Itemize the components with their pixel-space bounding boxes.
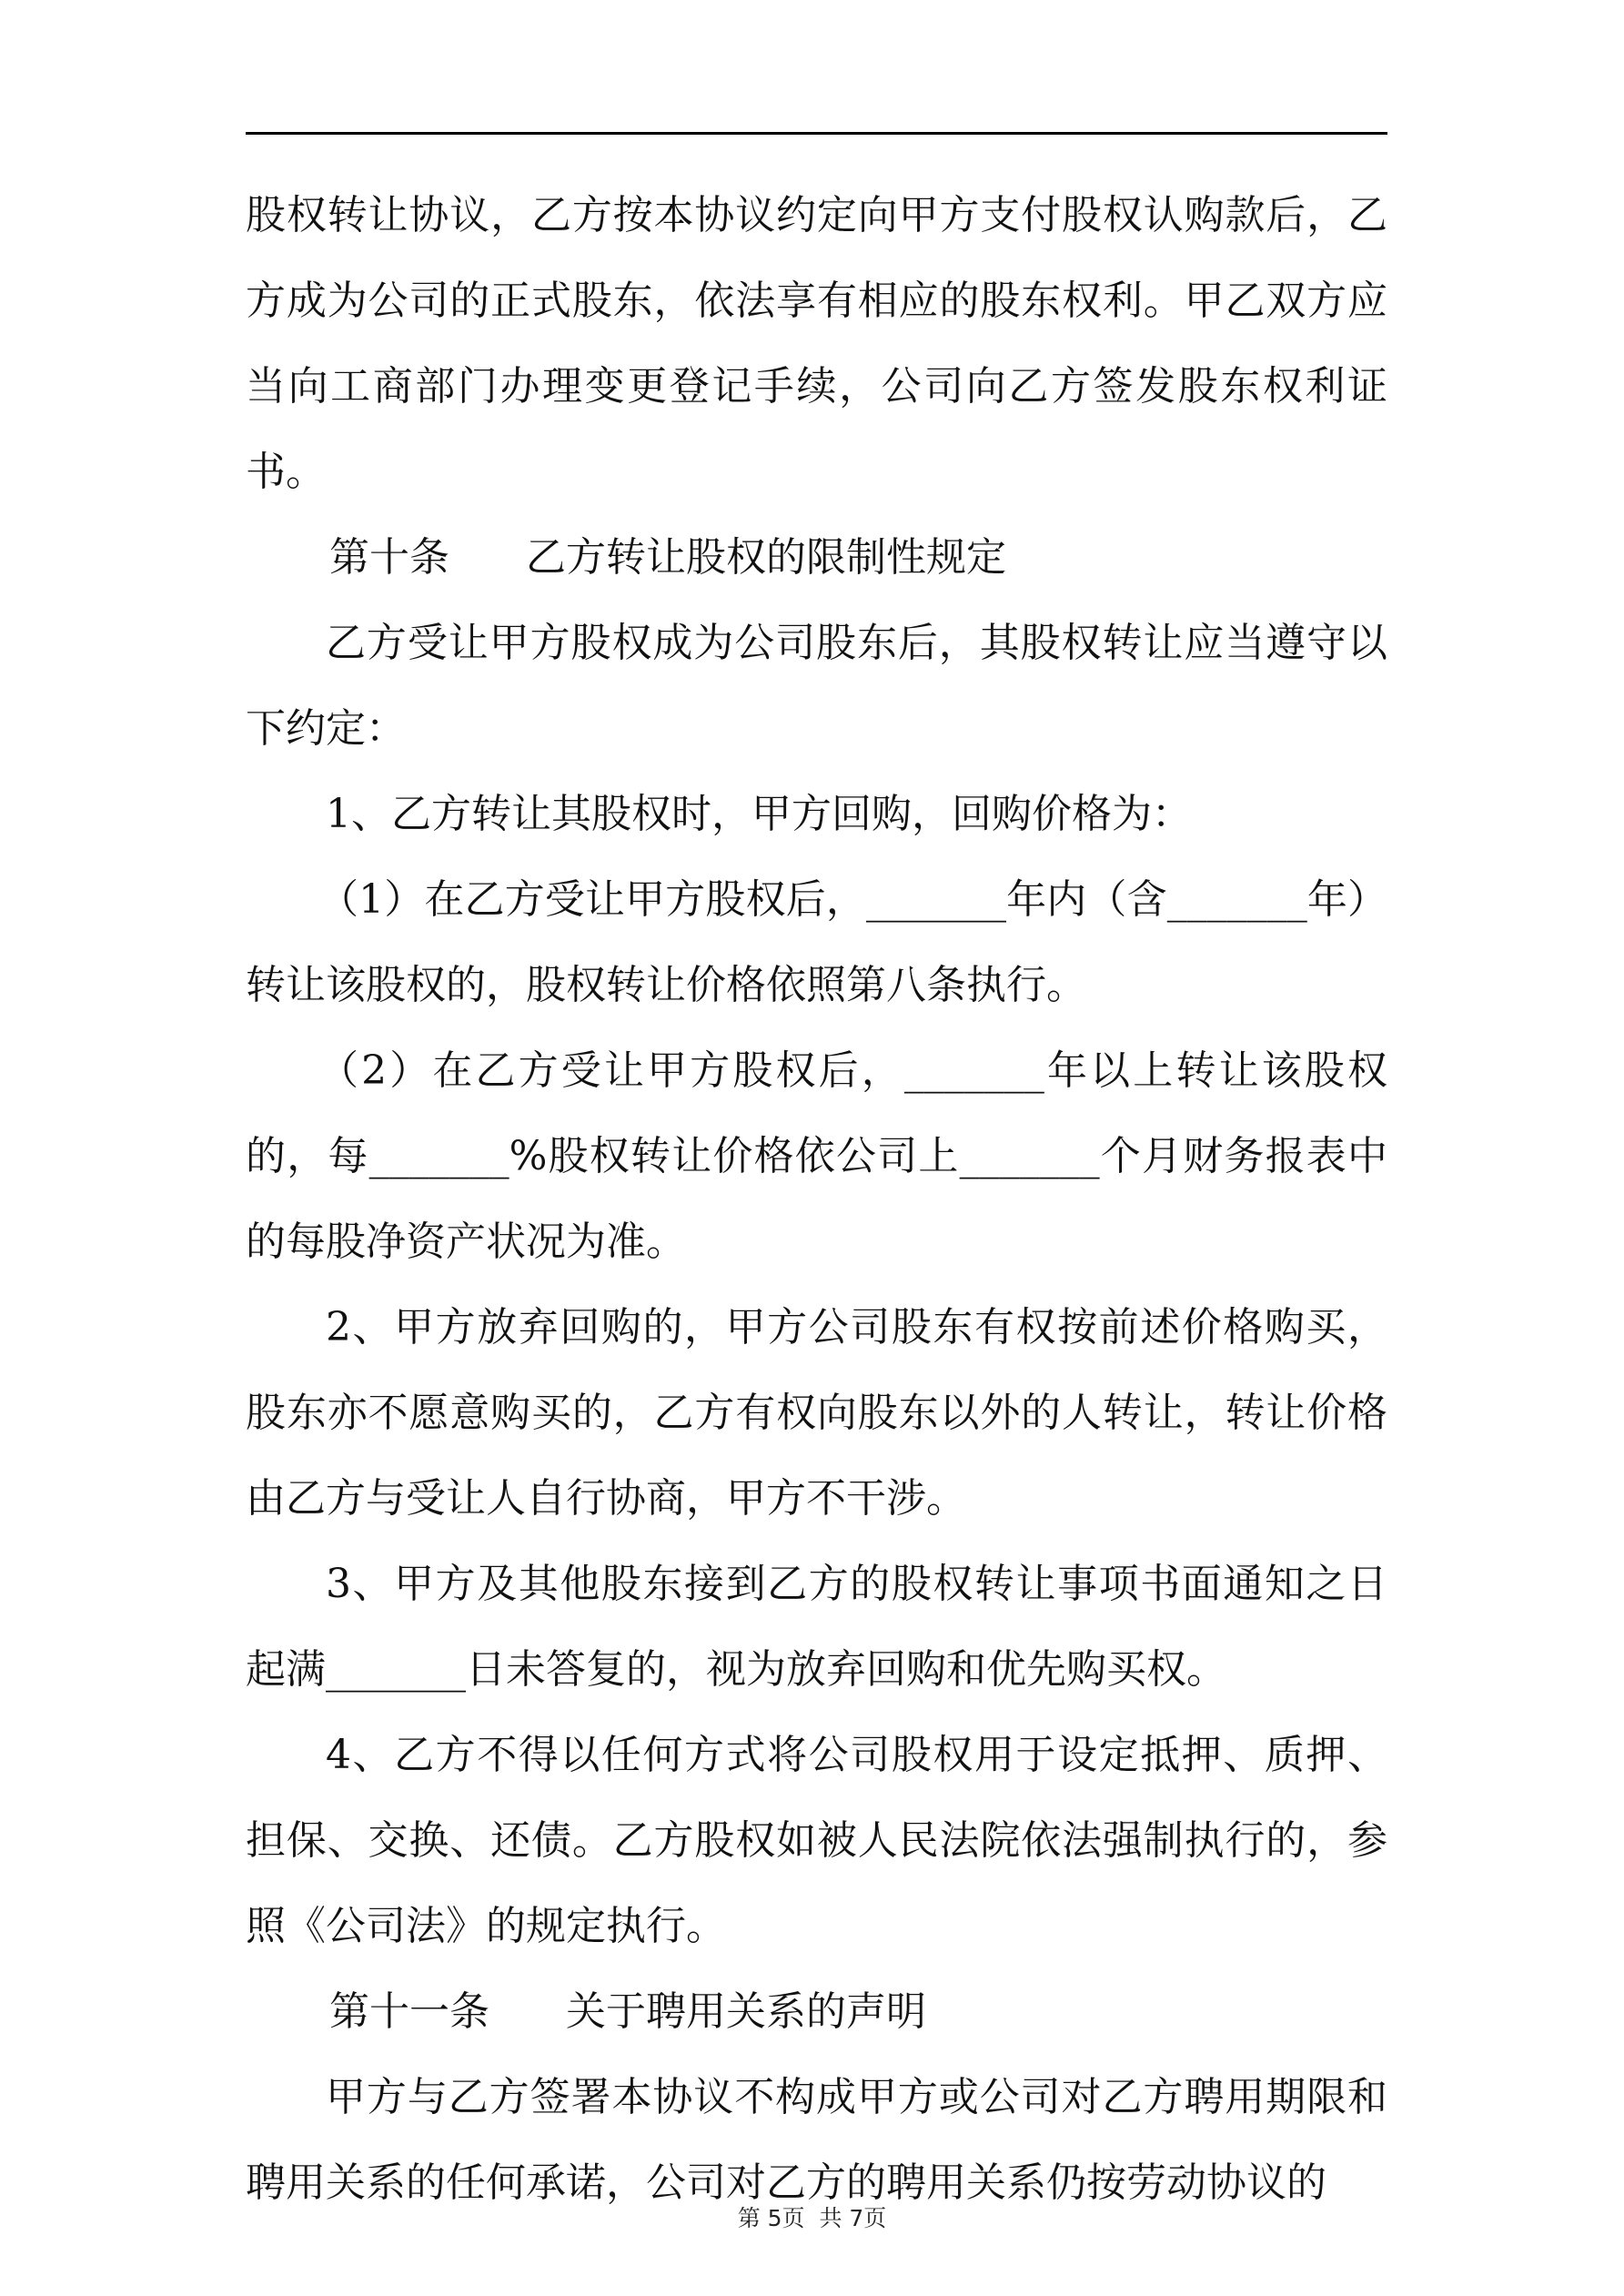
article-11-title: 关于聘用关系的声明 (566, 1988, 926, 2035)
paragraph-continuation: 股权转让协议，乙方按本协议约定向甲方支付股权认购款后，乙方成为公司的正式股东，依法享有相应的股东权利。甲乙双方应当向工商部门办理变更登记手续，公司向乙方签发股东权利证书。 (246, 192, 1387, 495)
article-10-intro: 乙方受让甲方股权成为公司股东后，其股权转让应当遵守以下约定： (246, 620, 1387, 752)
document-body (246, 173, 1387, 2226)
page-number: 第 5页 (737, 2205, 805, 2231)
article-10-title: 乙方转让股权的限制性规定 (526, 534, 1006, 581)
clause-1-sub-2: （2）在乙方受让甲方股权后，_______年以上转让该股权的，每_______%股权转让价格依公司上_______个月财务报表中的每股净资产状况为准。 (246, 1047, 1387, 1265)
clause-1: 1、乙方转让其股权时，甲方回购，回购价格为： (326, 791, 1192, 837)
clause-1-sub-1: （1）在乙方受让甲方股权后，_______年内（含_______年）转让该股权的，股权转让价格依照第八条执行。 (246, 876, 1387, 1008)
clause-2: 2、甲方放弃回购的，甲方公司股东有权按前述价格购买，股东亦不愿意购买的，乙方有权向股东以外的人转让，转让价格由乙方与受让人自行协商，甲方不干涉。 (246, 1304, 1387, 1522)
page-footer (0, 2200, 1624, 2233)
article-11-heading (246, 1969, 1387, 2055)
article-10-number: 第十条 (329, 534, 449, 581)
article-11-number: 第十一条 (329, 1988, 489, 2035)
clause-4: 4、乙方不得以任何方式将公司股权用于设定抵押、质押、担保、交换、还债。乙方股权如被人民法院依法强制执行的，参照《公司法》的规定执行。 (246, 1732, 1387, 1949)
clause-3: 3、甲方及其他股东接到乙方的股权转让事项书面通知之日起满_______日未答复的，视为放弃回购和优先购买权。 (246, 1561, 1387, 1693)
article-11-body: 甲方与乙方签署本协议不构成甲方或公司对乙方聘用期限和聘用关系的任何承诺，公司对乙方的聘用关系仍按劳动协议的 (246, 2074, 1387, 2206)
article-10-heading (246, 515, 1387, 601)
header-rule (246, 132, 1387, 135)
page-total: 共 7页 (819, 2205, 887, 2231)
